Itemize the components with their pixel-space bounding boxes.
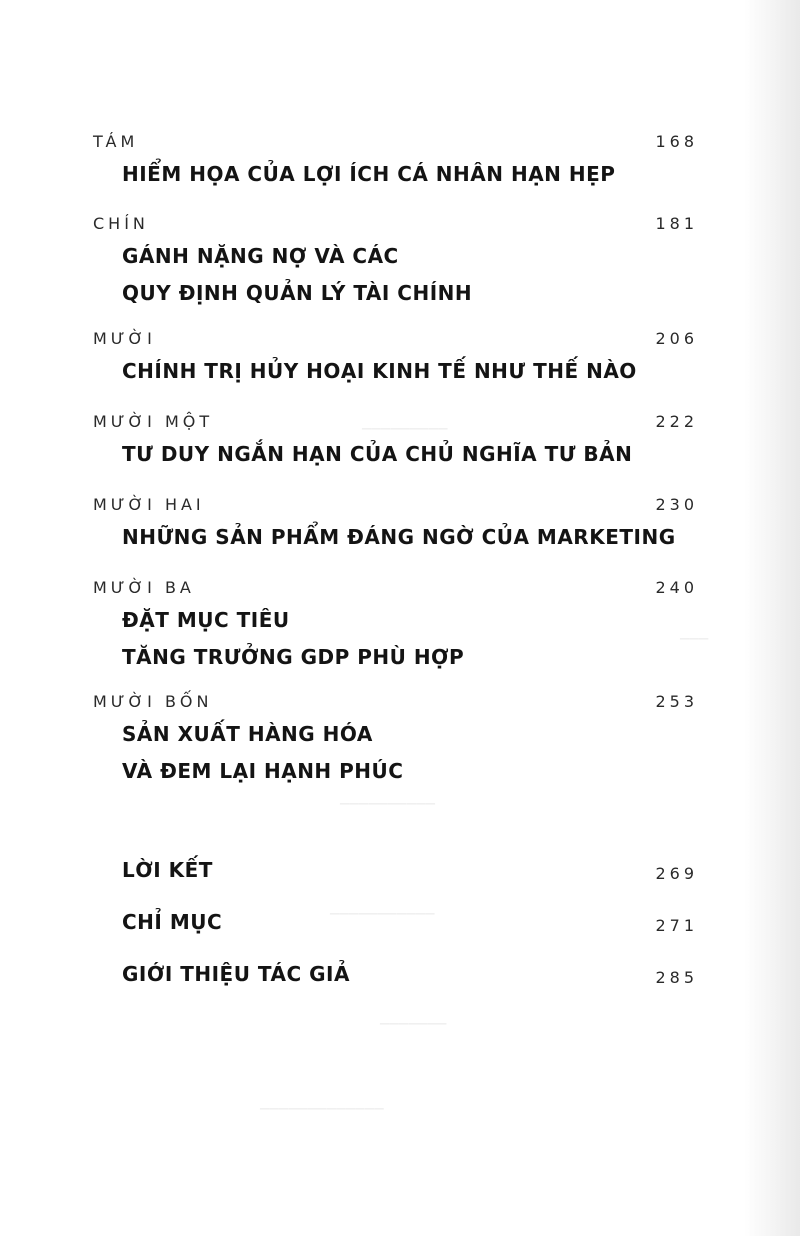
- show-through-text: ──────────: [340, 795, 436, 813]
- page-number: 253: [655, 692, 698, 711]
- page-number: 271: [655, 916, 698, 935]
- chapter-title: [122, 519, 676, 556]
- end-matter-title: GIỚI THIỆU TÁC GIẢ: [122, 962, 350, 986]
- end-matter-title: LỜI KẾT: [122, 858, 213, 882]
- chapter-title: [122, 238, 472, 312]
- show-through-text: ───────────: [330, 905, 435, 923]
- chapter-title-line: NHỮNG SẢN PHẨM ĐÁNG NGỜ CỦA MARKETING: [122, 525, 676, 549]
- chapter-title-line: GÁNH NẶNG NỢ VÀ CÁC: [122, 244, 399, 268]
- chapter-title: [122, 602, 464, 676]
- chapter-label: MƯỜI BỐN: [93, 692, 213, 711]
- show-through-text: ─────────: [362, 420, 448, 438]
- chapter-title-line: QUY ĐỊNH QUẢN LÝ TÀI CHÍNH: [122, 281, 473, 305]
- page-number: 285: [655, 968, 698, 987]
- page-number: 269: [655, 864, 698, 883]
- chapter-title: [122, 353, 637, 390]
- chapter-label: CHÍN: [93, 214, 149, 233]
- page-number: 206: [655, 329, 698, 348]
- chapter-title-line: SẢN XUẤT HÀNG HÓA: [122, 722, 373, 746]
- chapter-title-line: HIỂM HỌA CỦA LỢI ÍCH CÁ NHÂN HẠN HẸP: [122, 162, 616, 186]
- chapter-title: [122, 716, 403, 790]
- chapter-title-line: TĂNG TRƯỞNG GDP PHÙ HỢP: [122, 645, 465, 669]
- chapter-label: MƯỜI: [93, 329, 156, 348]
- show-through-text: ───: [680, 630, 709, 648]
- chapter-label: MƯỜI BA: [93, 578, 195, 597]
- chapter-title-line: ĐẶT MỤC TIÊU: [122, 608, 290, 632]
- chapter-title: [122, 156, 615, 193]
- chapter-title-line: CHÍNH TRỊ HỦY HOẠI KINH TẾ NHƯ THẾ NÀO: [122, 359, 637, 383]
- page-number: 230: [655, 495, 698, 514]
- page-number: 222: [655, 412, 698, 431]
- show-through-text: ─────────────: [260, 1100, 384, 1118]
- show-through-text: ───────: [380, 1015, 447, 1033]
- end-matter-title: CHỈ MỤC: [122, 910, 223, 934]
- page-number: 181: [655, 214, 698, 233]
- chapter-label: MƯỜI MỘT: [93, 412, 214, 431]
- page-number: 240: [655, 578, 698, 597]
- chapter-label: MƯỜI HAI: [93, 495, 205, 514]
- chapter-label: TÁM: [93, 132, 139, 151]
- chapter-title: [122, 436, 632, 473]
- chapter-title-line: VÀ ĐEM LẠI HẠNH PHÚC: [122, 759, 404, 783]
- chapter-title-line: TƯ DUY NGẮN HẠN CỦA CHỦ NGHĨA TƯ BẢN: [122, 442, 633, 466]
- page-number: 168: [655, 132, 698, 151]
